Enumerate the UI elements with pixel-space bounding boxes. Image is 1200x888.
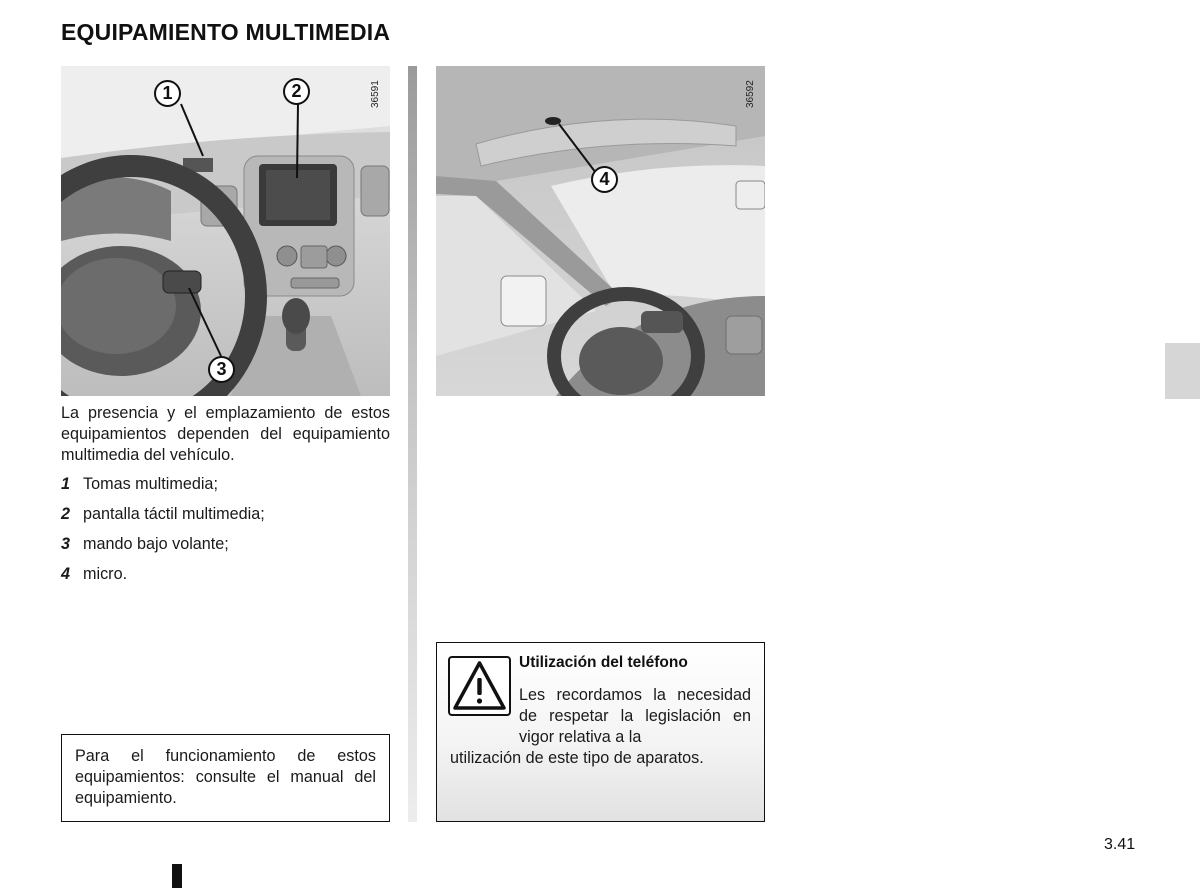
crop-mark xyxy=(172,864,182,888)
page-title: EQUIPAMIENTO MULTIMEDIA xyxy=(61,19,391,45)
warning-text-tail: utilización de este tipo de aparatos. xyxy=(450,749,704,767)
list-item xyxy=(61,564,127,585)
warning-text: Les recordamos la necesidad de respetar la legislación en vigor relativa a la xyxy=(519,686,751,746)
note-box: Para el funcionamiento de estos equipamientos: consulte el manual del equipamiento. xyxy=(61,734,390,822)
callout-2: 2 xyxy=(283,78,310,105)
column-divider xyxy=(408,66,417,822)
list-item xyxy=(61,504,265,525)
list-item xyxy=(61,474,218,495)
warning-triangle-icon xyxy=(448,656,511,716)
callout-4: 4 xyxy=(591,166,618,193)
list-item-text: Tomas multimedia; xyxy=(83,475,218,493)
list-item-number: 4 xyxy=(61,565,71,583)
list-item-number: 1 xyxy=(61,475,71,493)
figure-ref-code: 36591 xyxy=(370,80,381,108)
list-item-text: mando bajo volante; xyxy=(83,535,229,553)
warning-box xyxy=(436,642,765,822)
dashboard-illustration xyxy=(61,66,390,396)
intro-paragraph: La presencia y el emplazamiento de estos equipamientos dependen del equipamiento multimedia del vehículo. xyxy=(61,404,390,464)
list-item-text: pantalla táctil multimedia; xyxy=(83,505,265,523)
figure-ref-code: 36592 xyxy=(745,80,756,108)
list-item-number: 2 xyxy=(61,505,71,523)
cabin-illustration xyxy=(436,66,765,396)
list-item xyxy=(61,534,229,555)
page-number: 3.41 xyxy=(1104,836,1136,853)
warning-title: Utilización del teléfono xyxy=(519,654,688,671)
callout-3: 3 xyxy=(208,356,235,383)
list-item-number: 3 xyxy=(61,535,71,553)
list-item-text: micro. xyxy=(83,565,128,583)
callout-1: 1 xyxy=(154,80,181,107)
section-tab xyxy=(1165,343,1200,399)
